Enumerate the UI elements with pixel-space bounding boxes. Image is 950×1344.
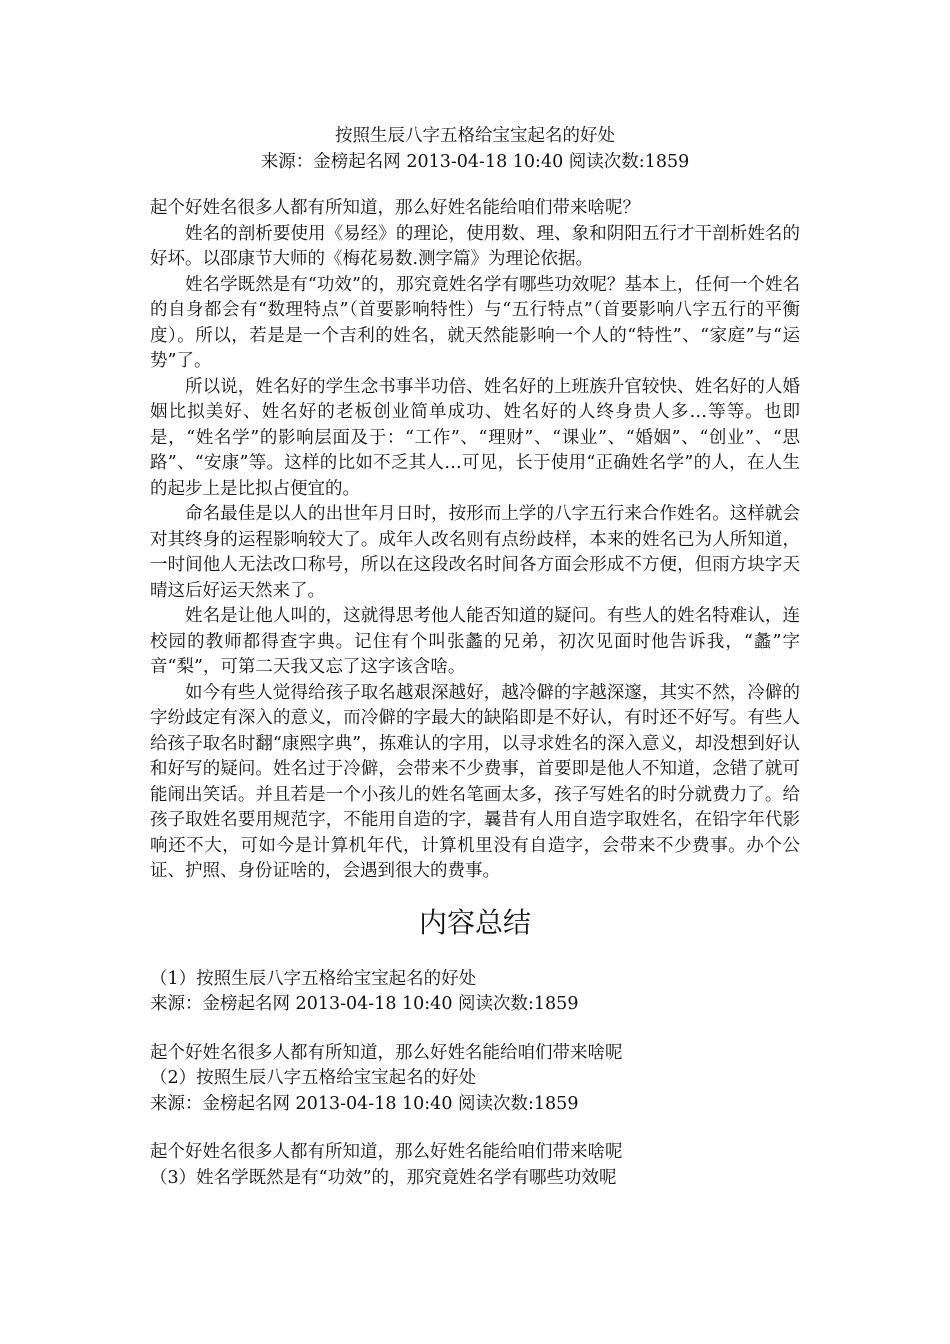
body-paragraph-6: 如今有些人觉得给孩子取名越艰深越好，越冷僻的字越深邃，其实不然，冷僻的字纷歧定有深入的意义，而冷僻的字最大的缺陷即是不好认，有时还不好写。有些人给孩子取名时翻“康熙字典”，拣难认的字用，以寻求姓名的深入意义，却没想到好认和好写的疑问。姓名过于冷僻，会带来不少费事，首要即是他人不知道，念错了就可能闹出笑话。并且若是一个小孩儿的姓名笔画太多，孩子写姓名的时分就费力了。给孩子取姓名要用规范字，不能用自造的字，曩昔有人用自造字取姓名，在铅字年代影响还不大，可如今是计算机年代，计算机里没有自造字，会带来不少费事。办个公证、护照、身份证啥的，会遇到很大的费事。 xyxy=(150,682,800,881)
summary-spacer xyxy=(150,1117,800,1140)
document-title: 按照生辰八字五格给宝宝起名的好处 xyxy=(335,126,615,146)
document-source-line: 来源：金榜起名网 2013-04-18 10:40 阅读次数:1859 xyxy=(260,151,690,172)
summary-heading: 内容总结 xyxy=(418,905,531,939)
summary-item-2-title: （2）按照生辰八字五格给宝宝起名的好处 xyxy=(150,1068,477,1088)
summary-item-1-title: （1）按照生辰八字五格给宝宝起名的好处 xyxy=(150,968,477,989)
summary-section xyxy=(150,967,800,1192)
summary-item-2-source: 来源：金榜起名网 2013-04-18 10:40 阅读次数:1859 xyxy=(150,1093,579,1114)
body-paragraph-5: 姓名是让他人叫的，这就得思考他人能否知道的疑问。有些人的姓名特难认，连校园的教师都得查字典。记住有个叫张蠡的兄弟，初次见面时他告诉我，“蠡”字音“梨”，可第二天我又忘了这字该含啥。 xyxy=(150,606,800,677)
intro-paragraph: 起个好姓名很多人都有所知道，那么好姓名能给咱们带来啥呢？ xyxy=(150,198,640,218)
summary-item-2-text: 起个好姓名很多人都有所知道，那么好姓名能给咱们带来啥呢 xyxy=(150,1142,623,1162)
summary-item-1-text: 起个好姓名很多人都有所知道，那么好姓名能给咱们带来啥呢 xyxy=(150,1042,623,1063)
summary-item-3-title: （3）姓名学既然是有“功效”的，那究竟姓名学有哪些功效呢 xyxy=(150,1167,617,1188)
body-paragraph-1: 姓名的剖析要使用《易经》的理论，使用数、理、象和阴阳五行才干剖析姓名的好坏。以邵康节大师的《梅花易数.测字篇》为理论依据。 xyxy=(150,223,800,269)
summary-spacer xyxy=(150,1018,800,1041)
summary-item-1-source: 来源：金榜起名网 2013-04-18 10:40 阅读次数:1859 xyxy=(150,994,579,1014)
document-page xyxy=(150,124,800,1191)
document-header xyxy=(150,124,800,175)
body-paragraph-2: 姓名学既然是有“功效”的，那究竟姓名学有哪些功效呢？基本上，任何一个姓名的自身都会有“数理特点”（首要影响特性）与“五行特点”（首要影响八字五行的平衡度）。所以，若是是一个吉利的姓名，就天然能影响一个人的“特性”、“家庭”与“运势”了。 xyxy=(150,274,800,371)
body-paragraph-3: 所以说，姓名好的学生念书事半功倍、姓名好的上班族升官较快、姓名好的人婚姻比拟美好、姓名好的老板创业简单成功、姓名好的人终身贵人多…等等。也即是，“姓名学”的影响层面及于：“工作”、“理财”、“课业”、“婚姻”、“创业”、“思路”、“安康”等。这样的比如不乏其人…可见，长于使用“正确姓名学”的人，在人生的起步上是比拟占便宜的。 xyxy=(150,376,800,499)
body-paragraph-4: 命名最佳是以人的出世年月日时，按形而上学的八字五行来合作姓名。这样就会对其终身的运程影响较大了。成年人改名则有点纷歧样，本来的姓名已为人所知道，一时间他人无法改口称号，所以在这段改名时间各方面会形成不方便，但雨方块字天晴这后好运天然来了。 xyxy=(150,504,800,601)
